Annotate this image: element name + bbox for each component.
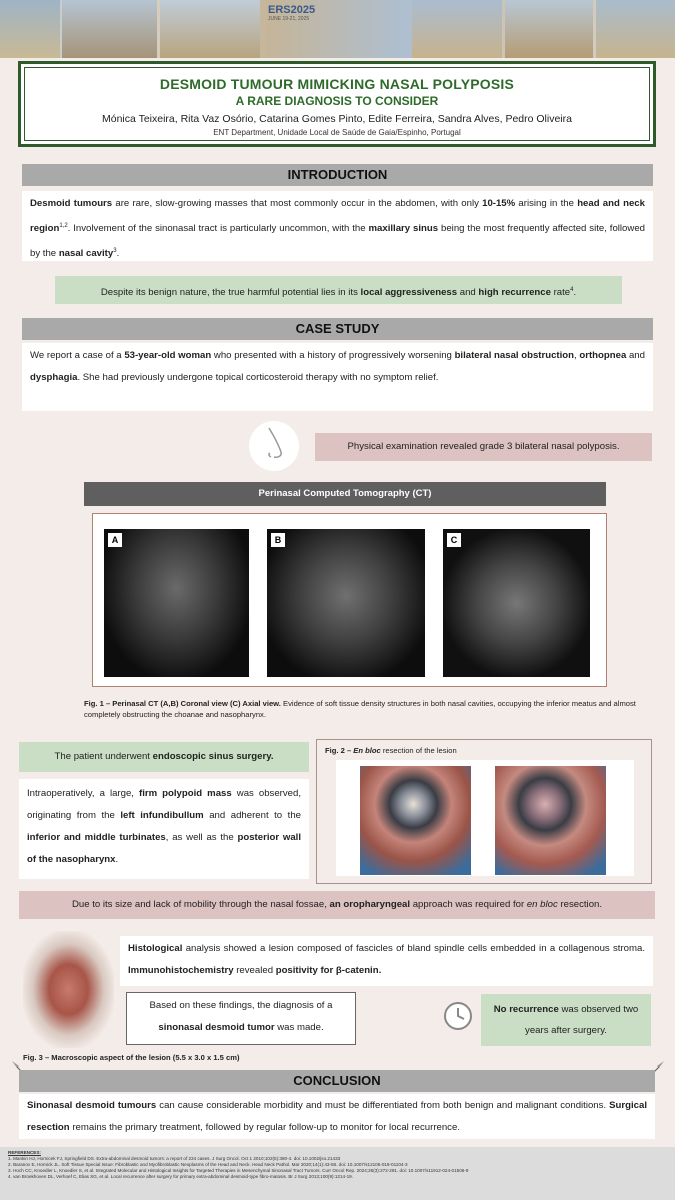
conference-logo <box>262 4 412 54</box>
scan-label-a: A <box>108 533 122 547</box>
intraoperative-text: Intraoperatively, a large, firm polypoid mass was observed, originating from the left infundibullum and adherent to the inferior and middle turbinates, as well as the posterior wall of the nasopharynx. <box>19 779 309 879</box>
reference-item: 4. van Broekhoven DL, Verhoef C, Elias SG, et al. Local recurrence after surgery for primary extra-abdominal desmoid-type fibro-matosis. Br J Surg 2013;100(9):1214-19. <box>8 1174 353 1179</box>
figure-2-caption: Fig. 2 – En bloc resection of the lesion <box>325 746 457 755</box>
affiliation: ENT Department, Unidade Local de Saúde de Gaia/Espinho, Portugal <box>213 128 461 137</box>
reference-item: 2. Baranov E, Hornick JL. Soft Tissue Special Issue: Fibroblastic and Myofibroblastic Neoplasms of the Head and Neck. Head Neck Pathol. Mar 2020;14(1):43-58. doi: 10.1007/s12105-019-01104-3 <box>8 1162 408 1167</box>
city-photo <box>160 0 260 58</box>
city-photo <box>596 0 675 58</box>
authors: Mónica Teixeira, Rita Vaz Osório, Catarina Gomes Pinto, Edite Ferreira, Sandra Alves, Pedro Oliveira <box>102 113 572 125</box>
ct-scan-c <box>443 529 590 677</box>
poster-title: DESMOID TUMOUR MIMICKING NASAL POLYPOSIS <box>159 76 515 92</box>
scan-label-c: C <box>447 533 461 547</box>
surgery-box: The patient underwent endoscopic sinus surgery. <box>19 742 309 772</box>
figure-2-box <box>316 739 652 884</box>
surgery-photo-2 <box>495 766 606 875</box>
title-box <box>18 61 656 147</box>
header-banner <box>0 0 675 58</box>
city-photo <box>505 0 593 58</box>
macroscopic-photo <box>23 931 114 1048</box>
reference-item: 3. Hoch CC, Knoedler L, Knoedler S, et al. Integrated Molecular and Histological Insights for Targeted Therapies in Mesenchymal Sinonasal Tract Tumors. Curr Oncol Rep. 2024;26(3):272-291. doi: 10.1007/s11912-024-01506-9 <box>8 1168 469 1173</box>
references <box>0 1147 675 1200</box>
city-photo <box>0 0 60 58</box>
ct-scan-a <box>104 529 249 677</box>
ct-panel-heading: Perinasal Computed Tomography (CT) <box>84 482 606 506</box>
ct-image-frame <box>92 513 607 687</box>
case-study-text: We report a case of a 53-year-old woman who presented with a history of progressively worsening bilateral nasal obstruction, orthopnea and dysphagia. She had previously undergone topical corticosteroid therapy with no symptom relief. <box>22 343 653 411</box>
ct-scan-b <box>267 529 425 677</box>
figure-1-caption: Fig. 1 – Perinasal CT (A,B) Coronal view (C) Axial view. Evidence of soft tissue density structures in both nasal cavities, occupying the inferior meatus and almost completely obstructing the choanae and nasopharynx. <box>84 699 636 719</box>
conclusion-heading: CONCLUSION <box>19 1070 655 1092</box>
surgery-photo-1 <box>360 766 471 875</box>
logo-text: ERS2025 <box>268 4 316 16</box>
reference-item: 1. Mankin HJ, Hornicek FJ, Springfield DS. Extra-abdominal desmoid tumors: a report of 234 cases. J Surg Oncol. Oct 1 2010;102(5):380-4. doi: 10.1002/jso.21433 <box>8 1156 341 1161</box>
poster-subtitle: A RARE DIAGNOSIS TO CONSIDER <box>235 94 439 108</box>
nose-icon <box>245 420 303 472</box>
case-study-heading: CASE STUDY <box>22 318 653 340</box>
city-photo <box>412 0 502 58</box>
oropharyngeal-box: Due to its size and lack of mobility through the nasal fossae, an oropharyngeal approach was required for en bloc resection. <box>19 891 655 919</box>
introduction-highlight: Despite its benign nature, the true harmful potential lies in its local aggressiveness and high recurrence rate$^4$. <box>55 276 622 304</box>
references-heading: REFERENCES: <box>8 1150 41 1155</box>
clock-icon <box>441 999 475 1033</box>
introduction-text: Desmoid tumours are rare, slow-growing masses that most commonly occur in the abdomen, with only 10-15% arising in the head and neck region$^{1,2}$. Involvement of the sinonasal tract is particularly uncommon, with the maxillary sinus being the most frequently affected site, followed by the nasal cavity$^3$. <box>22 191 653 261</box>
scan-label-b: B <box>271 533 285 547</box>
logo-date: JUNE 19-21, 2025 <box>268 16 310 22</box>
figure-3-caption: Fig. 3 – Macroscopic aspect of the lesion (5.5 x 3.0 x 1.5 cm) <box>23 1053 240 1062</box>
histology-text: Histological analysis showed a lesion composed of fascicles of bland spindle cells embedded in a collagenous stroma. Immunohistochemistry revealed positivity for β-catenin. <box>120 936 653 986</box>
diagnosis-box: Based on these findings, the diagnosis of a sinonasal desmoid tumor was made. <box>126 992 356 1045</box>
city-photo <box>62 0 157 58</box>
recurrence-box: No recurrence was observed two years after surgery. <box>481 994 651 1046</box>
physical-exam-box: Physical examination revealed grade 3 bilateral nasal polyposis. <box>315 433 652 461</box>
introduction-heading: INTRODUCTION <box>22 164 653 186</box>
conclusion-text: Sinonasal desmoid tumours can cause considerable morbidity and must be differentiated from both benign and malignant conditions. Surgical resection remains the primary treatment, followed by regular follow-up to monitor for local recurrence. <box>19 1094 655 1139</box>
